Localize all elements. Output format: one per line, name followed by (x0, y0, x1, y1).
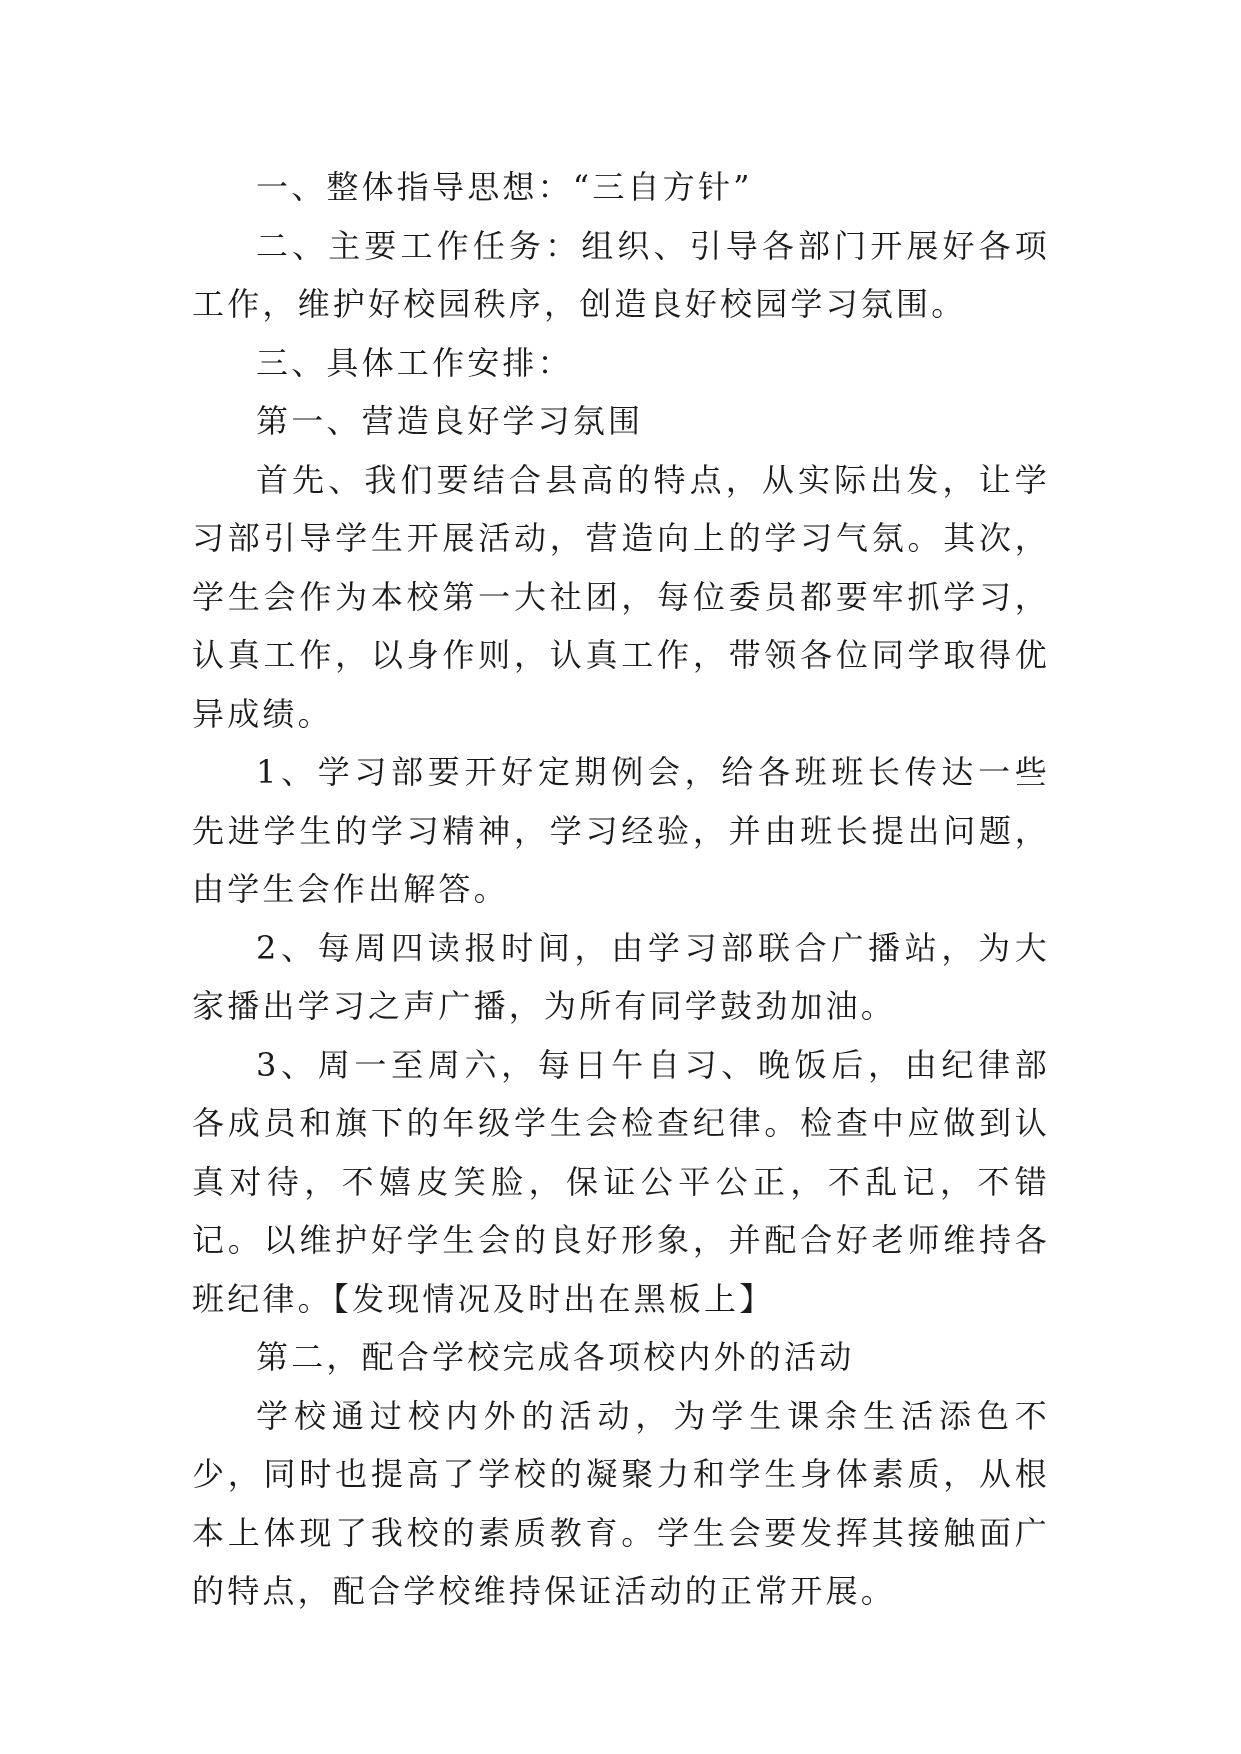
paragraph-main-tasks: 二、主要工作任务：组织、引导各部门开展好各项工作，维护好校园秩序，创造良好校园学习氛围。 (192, 226, 1050, 323)
subheading-study-atmosphere: 第一、营造良好学习氛围 (256, 402, 644, 440)
list-item-3: 3、周一至周六，每日午自习、晚饭后，由纪律部各成员和旗下的年级学生会检查纪律。检查中应做到认真对待，不嬉皮笑脸，保证公平公正，不乱记，不错记。以维护好学生会的良好形象，并配合好老师维持各班纪律。【发现情况及时出在黑板上】 (192, 1045, 1050, 1318)
subheading-school-activities: 第二，配合学校完成各项校内外的活动 (256, 1338, 855, 1376)
paragraph-school-activities: 学校通过校内外的活动，为学生课余生活添色不少，同时也提高了学校的凝聚力和学生身体素质，从根本上体现了我校的素质教育。学生会要发挥其接触面广的特点，配合学校维持保证活动的正常开展。 (192, 1396, 1050, 1610)
document-body (192, 158, 1050, 1621)
heading-guiding-thought: 一、整体指导思想：“三自方针” (256, 168, 753, 206)
list-item-2: 2、每周四读报时间，由学习部联合广播站，为大家播出学习之声广播，为所有同学鼓劲加油。 (192, 928, 1050, 1025)
heading-work-arrangement: 三、具体工作安排： (256, 343, 573, 382)
paragraph-study-atmosphere: 首先、我们要结合县高的特点，从实际出发，让学习部引导学生开展活动，营造向上的学习气氛。其次，学生会作为本校第一大社团，每位委员都要牢抓学习，认真工作，以身作则，认真工作，带领各位同学取得优异成绩。 (192, 460, 1050, 733)
list-item-1: 1、学习部要开好定期例会，给各班班长传达一些先进学生的学习精神，学习经验，并由班长提出问题，由学生会作出解答。 (192, 753, 1050, 908)
